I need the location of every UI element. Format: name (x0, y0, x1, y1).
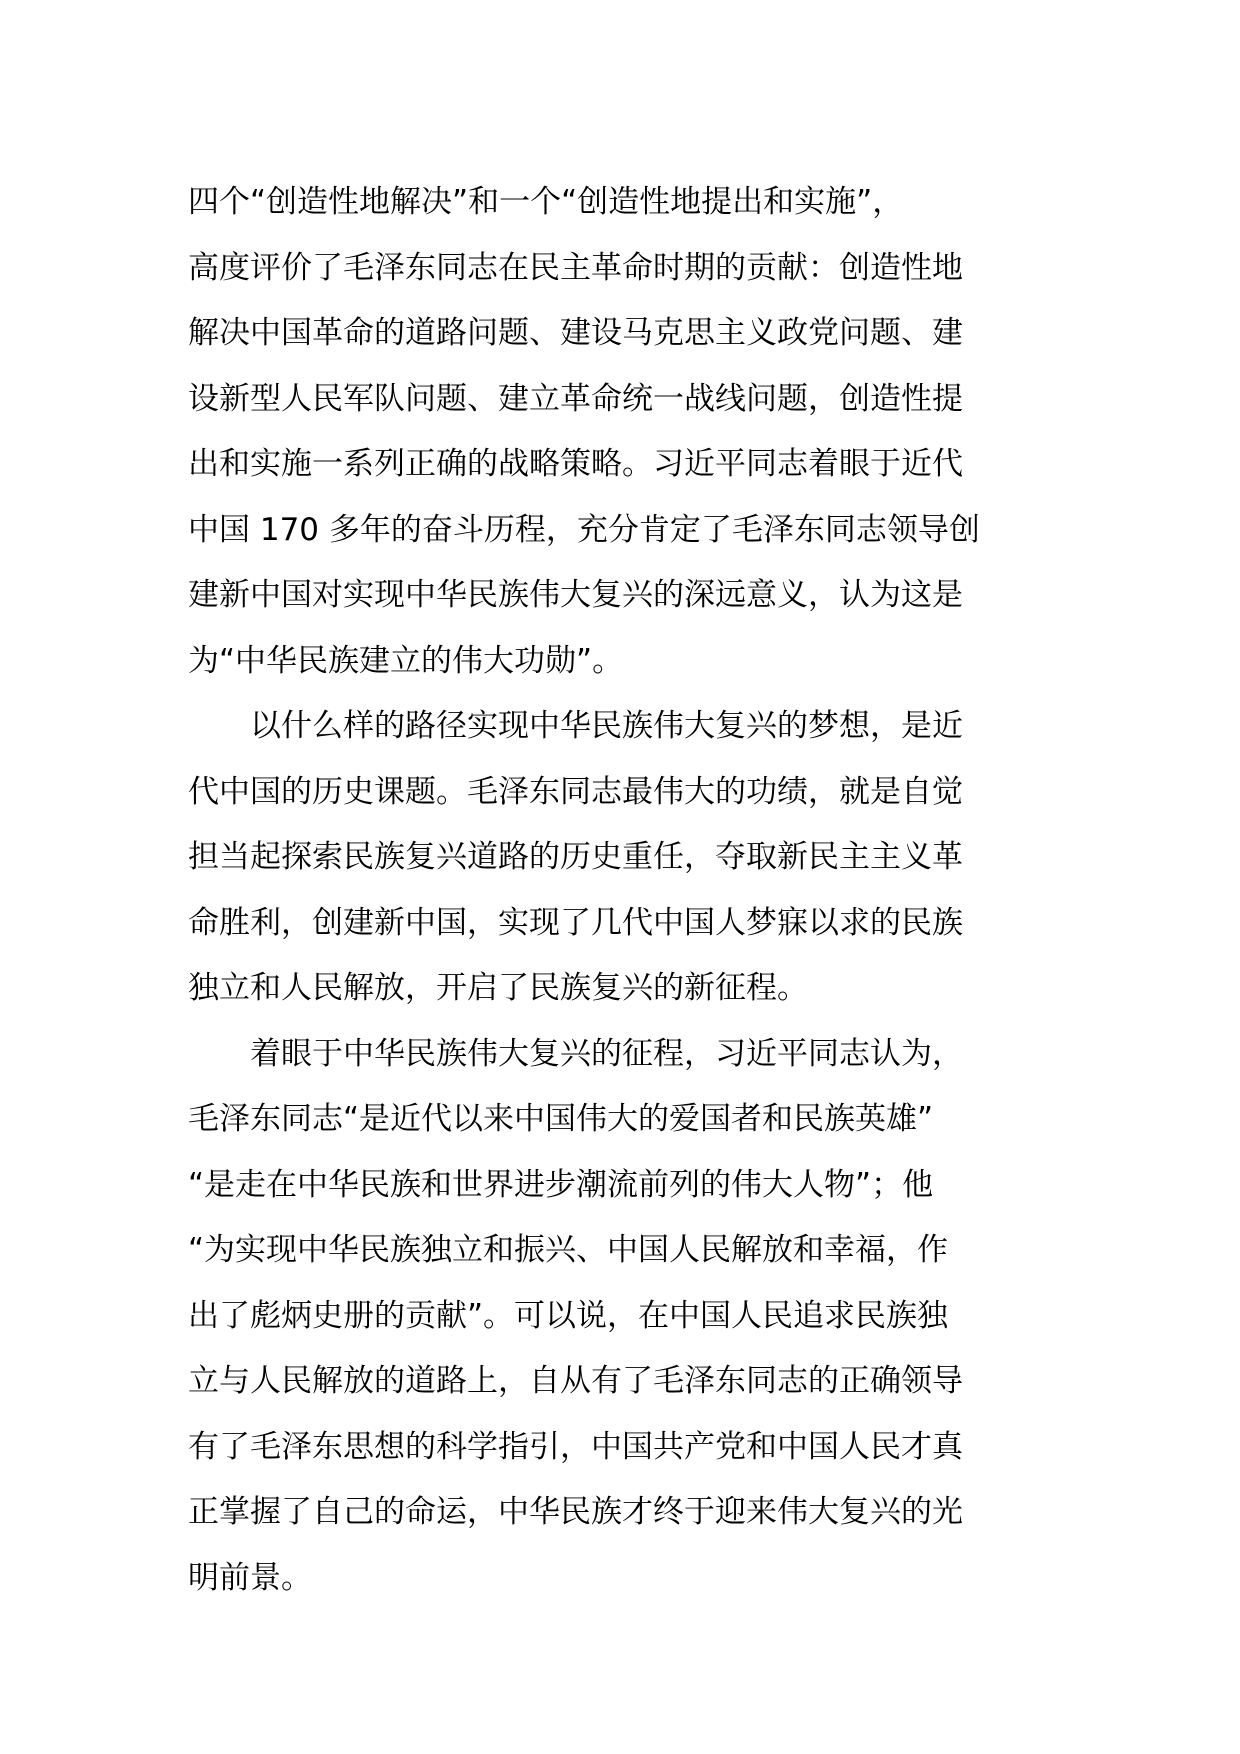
paragraph-start-line: 以什么样的路径实现中华民族伟大复兴的梦想，是近 (188, 708, 963, 744)
text-line: 代中国的历史课题。毛泽东同志最伟大的功绩，就是自觉 (188, 773, 963, 810)
text-line: 建新中国对实现中华民族伟大复兴的深远意义，认为这是 (188, 577, 963, 613)
body-text (188, 170, 1058, 1611)
text-line: 有了毛泽东思想的科学指引，中国共产党和中国人民才真 (188, 1428, 963, 1465)
text-line: 出了彪炳史册的贡献”。可以说，在中国人民追求民族独 (188, 1297, 949, 1334)
text-line: 出和实施一系列正确的战略策略。习近平同志着眼于近代 (188, 446, 963, 482)
text-line: 中国 170 多年的奋斗历程，充分肯定了毛泽东同志领导创 (188, 511, 980, 548)
text-line: 高度评价了毛泽东同志在民主革命时期的贡献：创造性地 (188, 249, 963, 286)
text-line: 独立和人民解放，开启了民族复兴的新征程。 (188, 970, 808, 1006)
text-line: 担当起探索民族复兴道路的历史重任，夺取新民主主义革 (188, 839, 963, 875)
text-line: 命胜利，创建新中国，实现了几代中国人梦寐以求的民族 (188, 904, 963, 941)
text-line: 设新型人民军队问题、建立革命统一战线问题，创造性提 (188, 380, 963, 417)
text-line: 毛泽东同志“是近代以来中国伟大的爱国者和民族英雄” (188, 1101, 934, 1137)
text-line: 正掌握了自己的命运，中华民族才终于迎来伟大复兴的光 (188, 1494, 963, 1530)
text-line: 立与人民解放的道路上，自从有了毛泽东同志的正确领导 (188, 1363, 963, 1399)
text-line: “为实现中华民族独立和振兴、中国人民解放和幸福，作 (188, 1232, 949, 1268)
text-line: 解决中国革命的道路问题、建设马克思主义政党问题、建 (188, 315, 963, 351)
paragraph-start-line: 着眼于中华民族伟大复兴的征程，习近平同志认为， (188, 1035, 963, 1072)
text-line: 为“中华民族建立的伟大功勋”。 (188, 642, 624, 679)
text-line: 明前景。 (188, 1559, 312, 1596)
text-line: 四个“创造性地解决”和一个“创造性地提出和实施”， (188, 184, 904, 220)
text-line: “是走在中华民族和世界进步潮流前列的伟大人物”；他 (188, 1166, 934, 1203)
